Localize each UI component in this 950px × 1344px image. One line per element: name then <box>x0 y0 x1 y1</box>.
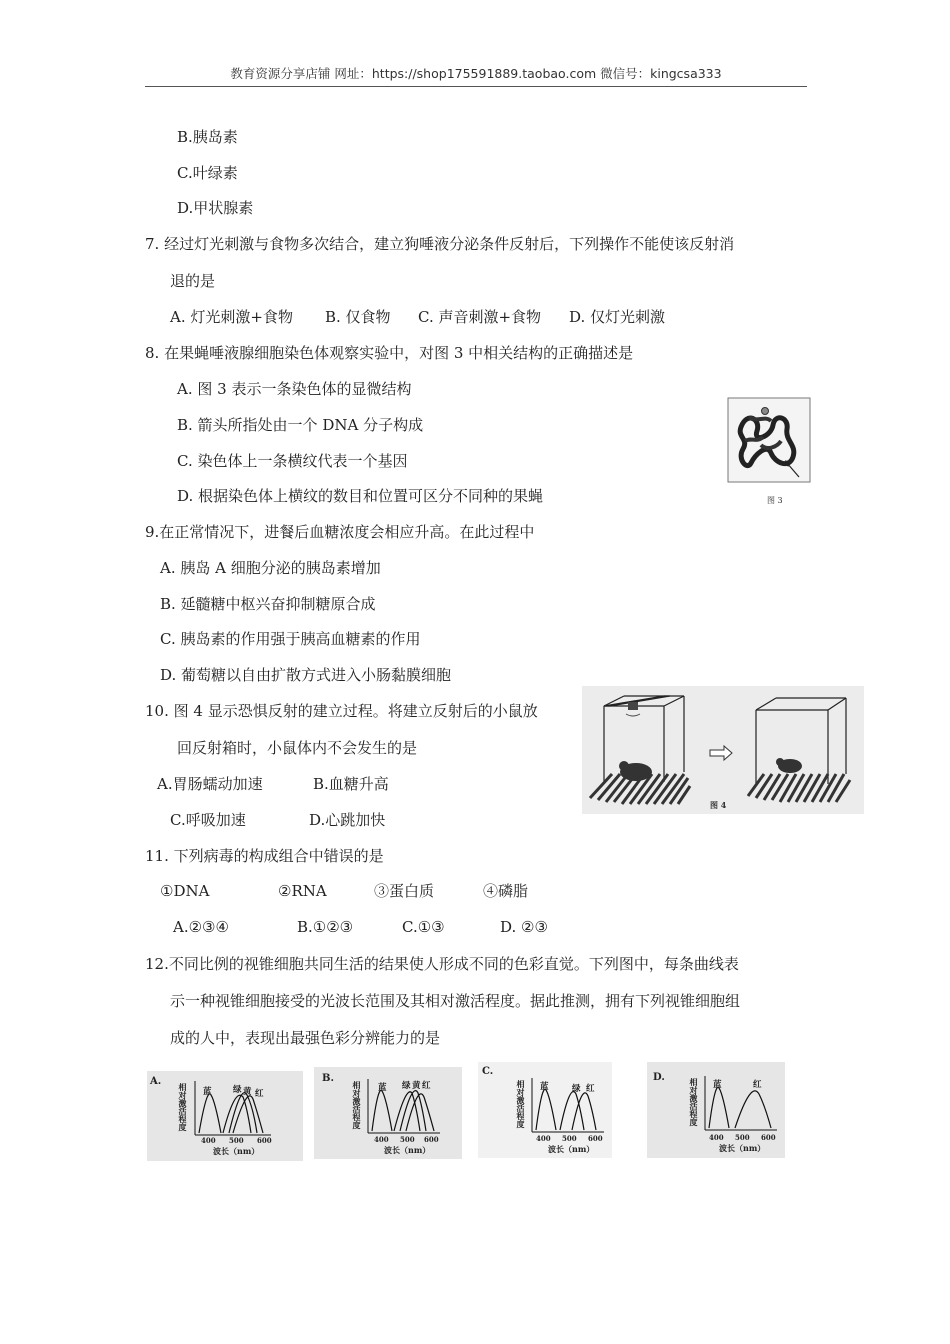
q7-stem-line1: 7. 经过灯光刺激与食物多次结合，建立狗唾液分泌条件反射后，下列操作不能使该反射消 <box>145 235 735 253</box>
graph-c-tick-500: 500 <box>562 1134 577 1143</box>
graph-b-xlabel: 波长（nm） <box>384 1145 431 1155</box>
graph-b <box>314 1067 462 1159</box>
graph-a-ylabel: 相对激活程度 <box>178 1083 188 1131</box>
graph-b-label-blue: 蓝 <box>378 1083 387 1093</box>
q11-item-3: ③蛋白质 <box>374 882 435 900</box>
graph-a-tick-400: 400 <box>201 1136 216 1145</box>
q9-option-a: A. 胰岛 A 细胞分泌的胰岛素增加 <box>160 559 381 577</box>
graph-b-tick-500: 500 <box>400 1135 415 1144</box>
graph-b-tick-400: 400 <box>374 1135 389 1144</box>
q8-option-d: D. 根据染色体上横纹的数目和位置可区分不同种的果蝇 <box>177 487 544 505</box>
q10-stem-line1: 10. 图 4 显示恐惧反射的建立过程。将建立反射后的小鼠放 <box>145 702 538 720</box>
graph-a-label-blue: 蓝 <box>203 1087 212 1097</box>
figure-4-fear-reflex <box>582 686 864 814</box>
q10-option-c: C.呼吸加速 <box>170 811 246 829</box>
q10-stem-line2: 回反射箱时，小鼠体内不会发生的是 <box>177 739 418 757</box>
graph-d-letter: D. <box>653 1072 665 1083</box>
q11-item-1: ①DNA <box>160 882 210 900</box>
reflex-box-illustration <box>582 686 864 814</box>
graph-a-label-green: 绿 <box>233 1085 242 1095</box>
graph-d <box>647 1062 785 1158</box>
q8-option-c: C. 染色体上一条横纹代表一个基因 <box>177 452 408 470</box>
graph-d-label-blue: 蓝 <box>713 1080 722 1090</box>
q11-option-c: C.①③ <box>402 918 445 936</box>
graph-c-label-blue: 蓝 <box>540 1082 549 1092</box>
graph-c-tick-400: 400 <box>536 1134 551 1143</box>
graph-b-letter: B. <box>322 1073 334 1084</box>
q7-option-d: D. 仅灯光刺激 <box>569 308 666 326</box>
figure-3-caption: 图 3 <box>767 496 783 505</box>
graph-a-letter: A. <box>150 1076 162 1087</box>
graph-a-label-red: 红 <box>255 1089 264 1099</box>
q6-option-b: B.胰岛素 <box>177 128 238 146</box>
chromosome-image <box>727 397 811 483</box>
graph-b-tick-600: 600 <box>424 1135 439 1144</box>
graph-c-xlabel: 波长（nm） <box>548 1144 595 1154</box>
q7-option-b: B. 仅食物 <box>325 308 391 326</box>
q6-option-d: D.甲状腺素 <box>177 199 254 217</box>
q7-stem-line2: 退的是 <box>170 272 216 290</box>
q6-option-c: C.叶绿素 <box>177 164 238 182</box>
graph-b-ylabel: 相对激活程度 <box>352 1081 362 1129</box>
graph-c <box>478 1062 612 1158</box>
graph-a-tick-600: 600 <box>257 1136 272 1145</box>
graph-d-xlabel: 波长（nm） <box>719 1143 766 1153</box>
graph-c-letter: C. <box>482 1066 494 1077</box>
q8-option-a: A. 图 3 表示一条染色体的显微结构 <box>177 380 412 398</box>
graph-a-xlabel: 波长（nm） <box>213 1146 260 1156</box>
graph-d-ylabel: 相对激活程度 <box>689 1078 699 1126</box>
q8-stem: 8. 在果蝇唾液腺细胞染色体观察实验中，对图 3 中相关结构的正确描述是 <box>145 344 634 362</box>
q11-option-a: A.②③④ <box>173 918 229 936</box>
figure-3-chromosome <box>727 397 811 483</box>
graph-c-ylabel: 相对激活程度 <box>516 1080 526 1128</box>
graph-b-label-green: 绿 <box>402 1081 411 1091</box>
graph-d-label-red: 红 <box>753 1080 762 1090</box>
q10-option-a: A.胃肠蠕动加速 <box>157 775 263 793</box>
graph-c-label-green: 绿 <box>572 1084 581 1094</box>
graph-a-label-yellow: 黄 <box>243 1087 252 1097</box>
q9-stem: 9.在正常情况下，进餐后血糖浓度会相应升高。在此过程中 <box>145 523 535 541</box>
graph-d-tick-600: 600 <box>761 1133 776 1142</box>
q10-option-b: B.血糖升高 <box>313 775 389 793</box>
q7-option-c: C. 声音刺激+食物 <box>418 308 542 326</box>
q7-option-a: A. 灯光刺激+食物 <box>170 308 293 326</box>
q11-stem: 11. 下列病毒的构成组合中错误的是 <box>145 847 384 865</box>
graph-d-tick-500: 500 <box>735 1133 750 1142</box>
graph-d-tick-400: 400 <box>709 1133 724 1142</box>
q9-option-d: D. 葡萄糖以自由扩散方式进入小肠黏膜细胞 <box>160 666 452 684</box>
q9-option-c: C. 胰岛素的作用强于胰高血糖素的作用 <box>160 630 421 648</box>
graph-c-label-red: 红 <box>586 1084 595 1094</box>
q11-item-2: ②RNA <box>278 882 327 900</box>
page-header: 教育资源分享店铺 网址：https://shop175591889.taobao.com 微信号：kingcsa333 <box>145 62 807 87</box>
graph-a <box>147 1071 303 1161</box>
q11-option-d: D. ②③ <box>500 918 548 936</box>
q12-stem-line1: 12.不同比例的视锥细胞共同生活的结果使人形成不同的色彩直觉。下列图中，每条曲线表 <box>145 955 739 973</box>
graph-a-tick-500: 500 <box>229 1136 244 1145</box>
graph-c-tick-600: 600 <box>588 1134 603 1143</box>
q12-stem-line2: 示一种视锥细胞接受的光波长范围及其相对激活程度。据此推测，拥有下列视锥细胞组 <box>170 992 741 1010</box>
graph-b-label-yellow: 黄 <box>412 1081 421 1091</box>
q10-option-d: D.心跳加快 <box>309 811 386 829</box>
graph-b-label-red: 红 <box>422 1081 431 1091</box>
q11-option-b: B.①②③ <box>297 918 354 936</box>
q9-option-b: B. 延髓糖中枢兴奋抑制糖原合成 <box>160 595 376 613</box>
q11-item-4: ④磷脂 <box>483 882 529 900</box>
figure-4-caption: 图 4 <box>710 800 727 810</box>
q8-option-b: B. 箭头所指处由一个 DNA 分子构成 <box>177 416 424 434</box>
q12-stem-line3: 成的人中，表现出最强色彩分辨能力的是 <box>170 1029 441 1047</box>
